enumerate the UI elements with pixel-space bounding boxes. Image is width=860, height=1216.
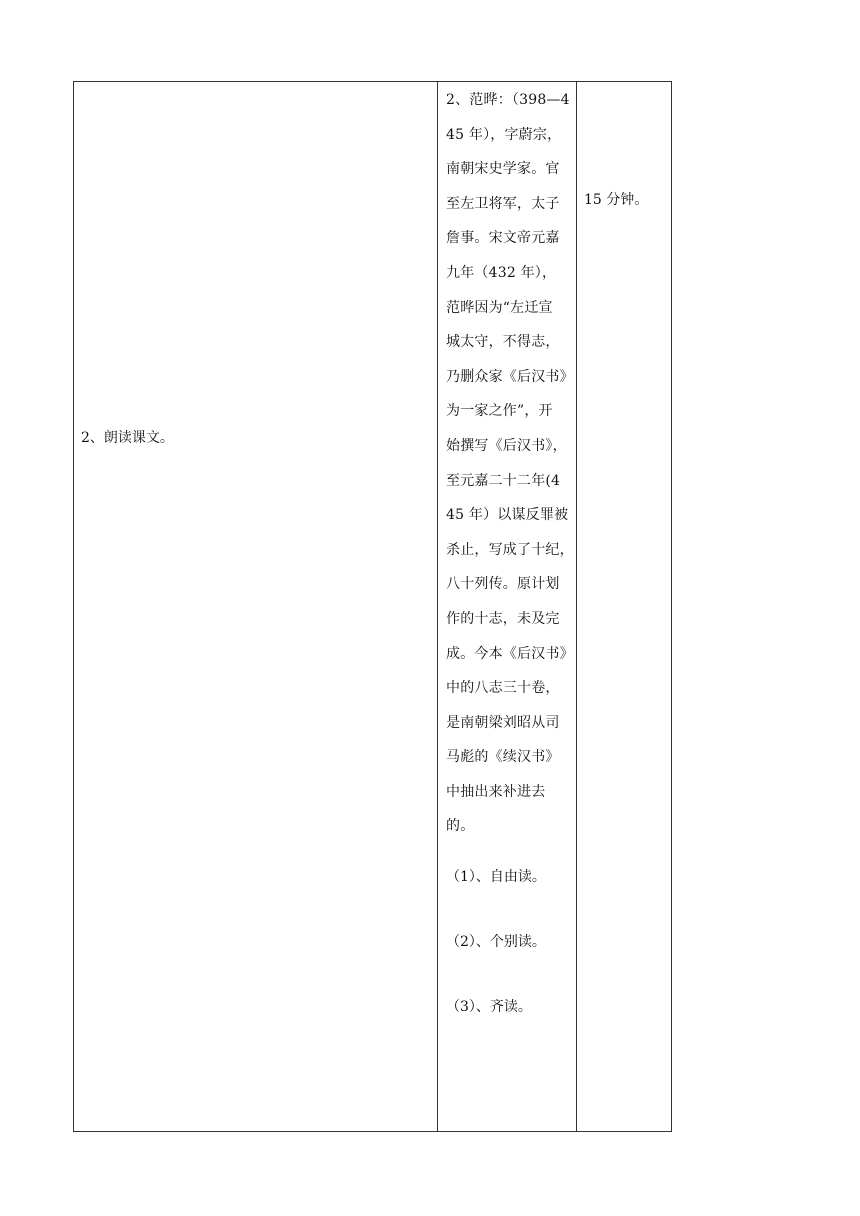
content-line: 始撰写《后汉书》， (446, 437, 567, 454)
content-line: 范晔因为“左迁宣 (446, 299, 553, 316)
activity-text: 2、朗读课文。 (81, 430, 174, 446)
content-line: 马彪的《续汉书》 (446, 749, 560, 766)
content-line: 45 年）以谋反罪被 (446, 507, 569, 524)
reading-step: （3）、齐读。 (446, 999, 532, 1015)
content-line: 詹事。宋文帝元嘉 (446, 230, 560, 247)
content-line: 至左卫将军，太子 (446, 195, 560, 212)
reading-steps-list (446, 867, 546, 1062)
content-line: 作的十志，未及完 (446, 610, 560, 627)
reading-step: （2）、个别读。 (446, 934, 546, 950)
content-line: 杀止，写成了十纪， (446, 541, 574, 558)
table-row (74, 82, 672, 1132)
activity-cell (74, 82, 438, 1132)
content-paragraph (446, 90, 574, 851)
content-line: 2、范晔：（398—4 (446, 92, 570, 108)
content-line: 九年（432 年）， (446, 264, 557, 281)
reading-step: （1）、自由读。 (446, 869, 546, 885)
time-cell (577, 82, 672, 1132)
content-line: 中的八志三十卷， (446, 680, 560, 697)
content-line: 城太守，不得志， (446, 334, 560, 351)
content-line: 乃删众家《后汉书》 (446, 368, 574, 385)
time-allocation: 15 分钟。 (584, 192, 649, 208)
content-line: 成。今本《后汉书》 (446, 645, 574, 662)
content-line: 45 年），字蔚宗， (446, 126, 562, 143)
content-line: 至元嘉二十二年(4 (446, 472, 561, 489)
content-line: 是南朝梁刘昭从司 (446, 714, 560, 731)
lesson-plan-table (73, 81, 672, 1132)
content-line: 南朝宋史学家。官 (446, 161, 560, 178)
content-line: 为一家之作”，开 (446, 403, 553, 420)
content-line: 八十列传。原计划 (446, 576, 560, 593)
content-line: 中抽出来补进去 (446, 783, 546, 800)
content-line: 的。 (446, 818, 475, 835)
